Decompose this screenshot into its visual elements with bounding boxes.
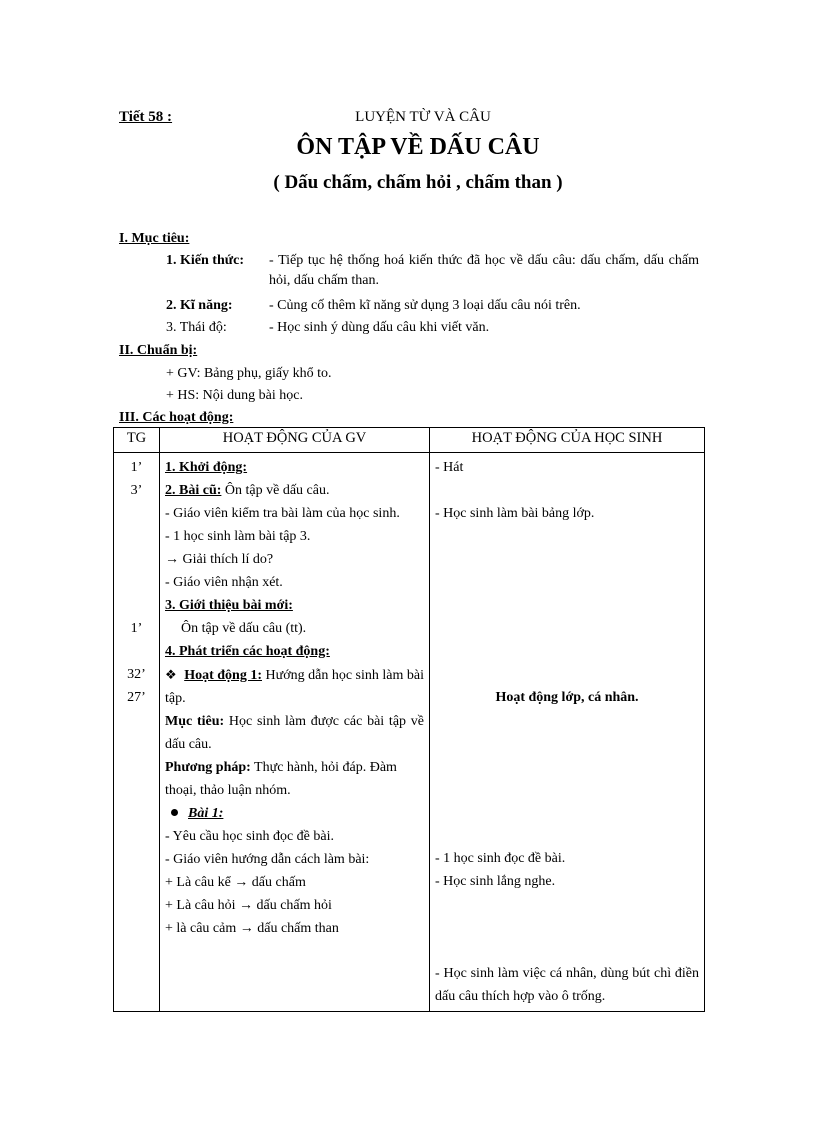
student-line: - Học sinh làm bài bảng lớp. xyxy=(435,506,595,521)
student-line: - 1 học sinh đọc đề bài. xyxy=(435,851,566,866)
teacher-line: - Yêu cầu học sinh đọc đề bài. xyxy=(165,829,334,844)
teacher-line: → Giải thích lí do? xyxy=(165,552,274,567)
goal-text: Học sinh làm được các bài tập về dấu câu. xyxy=(165,714,424,752)
objective-text-knowledge: - Tiếp tục hệ thống hoá kiến thức đã học về dấu câu: dấu chấm, dấu chấm hỏi, dấu chấm than. xyxy=(269,253,699,288)
student-line: - Học sinh lắng nghe. xyxy=(435,874,556,889)
time-cell: 27’ xyxy=(127,690,146,705)
table-row xyxy=(114,453,705,1012)
student-line: - Hát xyxy=(435,460,464,475)
section-review-title: 2. Bài cũ: xyxy=(165,483,222,498)
time-cell: 32’ xyxy=(127,667,146,682)
objective-label-attitude: 3. Thái độ: xyxy=(166,320,227,335)
table-header-row xyxy=(114,428,705,453)
method-text: Thực hành, hỏi đáp. Đàm thoại, thảo luận nhóm. xyxy=(165,760,397,798)
preparation-heading: II. Chuẩn bị: xyxy=(119,343,198,358)
teacher-line: - Giáo viên nhận xét. xyxy=(165,575,283,590)
section-intro-title: 3. Giới thiệu bài mới: xyxy=(165,598,293,613)
goal-label: Mục tiêu: xyxy=(165,714,225,729)
student-column xyxy=(430,453,705,1012)
teacher-line: - Giáo viên kiểm tra bài làm của học sinh. xyxy=(165,506,400,521)
time-cell: 1’ xyxy=(130,460,143,475)
teacher-column xyxy=(160,453,430,1012)
column-header-time: TG xyxy=(114,428,160,453)
student-line: - Học sinh làm việc cá nhân, dùng bút chì điền dấu câu thích hợp vào ô trống. xyxy=(435,966,699,1004)
time-cell: 1’ xyxy=(130,621,143,636)
objective-label-skill: 2. Kĩ năng: xyxy=(166,298,233,313)
activity-1-title: Hoạt động 1: xyxy=(184,668,262,683)
objective-text-attitude: - Học sinh ý dùng dấu câu khi viết văn. xyxy=(269,320,490,335)
student-line-activity: Hoạt động lớp, cá nhân. xyxy=(495,690,639,705)
teacher-line: + Là câu kể → dấu chấm xyxy=(165,875,306,890)
exercise-1-title: Bài 1: xyxy=(188,806,224,821)
page-subtitle: ( Dấu chấm, chấm hỏi , chấm than ) xyxy=(273,172,563,193)
column-header-student: HOẠT ĐỘNG CỦA HỌC SINH xyxy=(430,428,705,453)
diamond-bullet-icon: ❖ xyxy=(165,667,177,682)
activities-heading: III. Các hoạt động: xyxy=(119,410,234,425)
teacher-line: - Giáo viên hướng dẫn cách làm bài: xyxy=(165,852,370,867)
subject-heading: LUYỆN TỪ VÀ CÂU xyxy=(355,109,491,125)
preparation-teacher: + GV: Bảng phụ, giấy khổ to. xyxy=(166,366,332,381)
activities-table xyxy=(113,427,705,1012)
section-warmup-title: 1. Khởi động: xyxy=(165,460,248,475)
teacher-line: - 1 học sinh làm bài tập 3. xyxy=(165,529,311,544)
objective-text-skill: - Củng cố thêm kĩ năng sử dụng 3 loại dấu câu nói trên. xyxy=(269,298,581,313)
section-develop-title: 4. Phát triển các hoạt động: xyxy=(165,644,330,659)
dot-bullet-icon xyxy=(171,809,178,816)
teacher-line: + là câu cảm → dấu chấm than xyxy=(165,921,339,936)
time-column xyxy=(114,453,160,1012)
section-review-text: Ôn tập về dấu câu. xyxy=(221,483,330,498)
objectives-heading: I. Mục tiêu: xyxy=(119,231,190,246)
column-header-teacher: HOẠT ĐỘNG CỦA GV xyxy=(160,428,430,453)
section-intro-text: Ôn tập về dấu câu (tt). xyxy=(181,621,307,636)
time-cell: 3’ xyxy=(130,483,143,498)
lesson-number: Tiết 58 : xyxy=(119,109,173,125)
method-label: Phương pháp: xyxy=(165,760,251,775)
preparation-student: + HS: Nội dung bài học. xyxy=(166,388,303,403)
objective-label-knowledge: 1. Kiến thức: xyxy=(166,253,245,268)
teacher-line: + Là câu hỏi → dấu chấm hỏi xyxy=(165,898,332,913)
activity-1-text: Hướng dẫn học sinh làm bài tập. xyxy=(165,668,425,706)
page-title: ÔN TẬP VỀ DẤU CÂU xyxy=(296,134,540,160)
